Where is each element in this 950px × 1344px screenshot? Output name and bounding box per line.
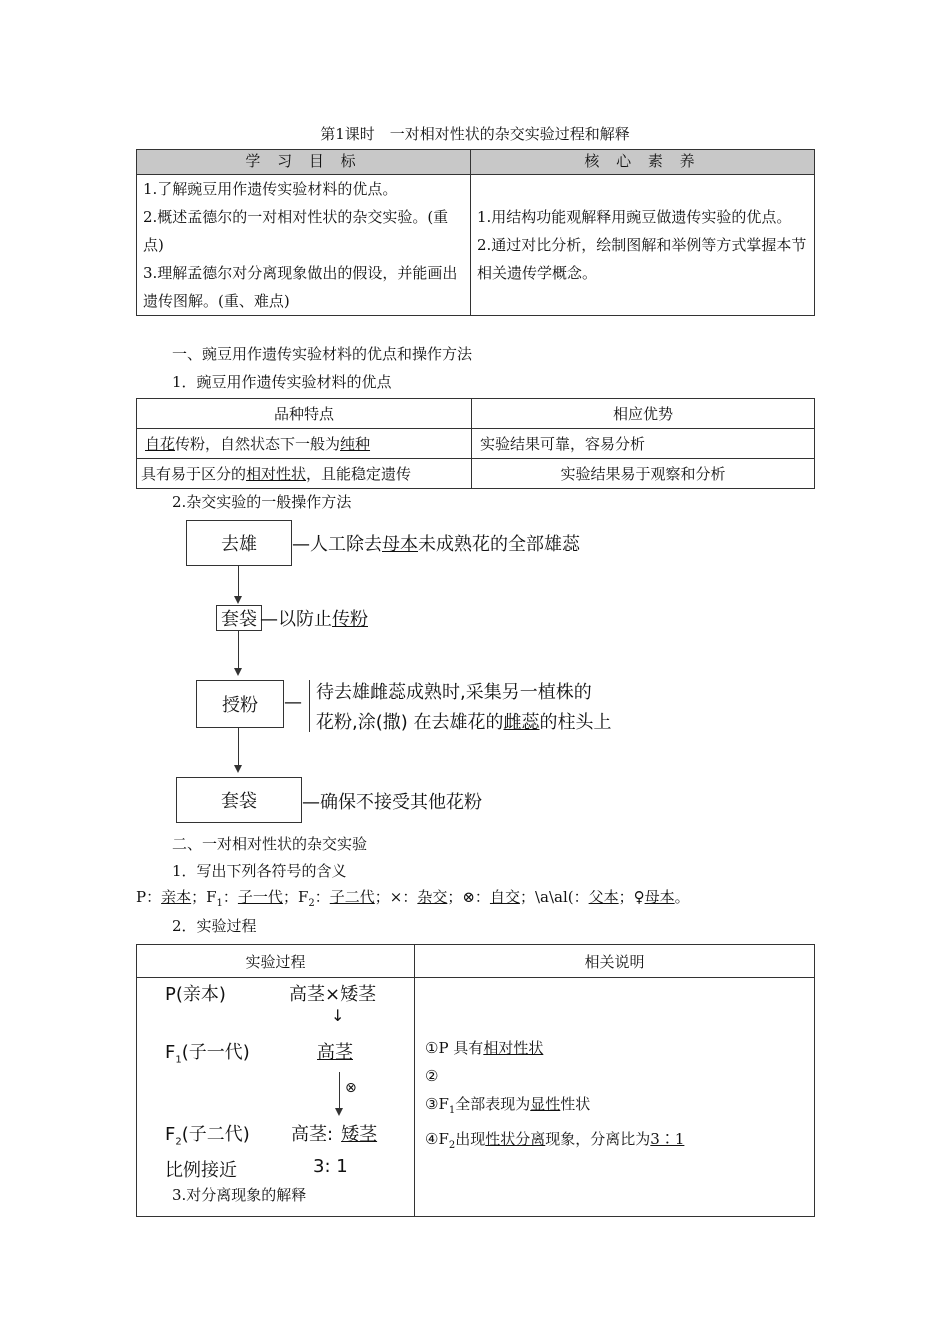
- advantage-cell: 实验结果可靠，容易分析: [472, 429, 815, 459]
- flow-step-pollinate: 授粉: [196, 680, 284, 728]
- page-title: 第1课时 一对相对性状的杂交实验过程和解释: [320, 125, 630, 143]
- arrow-down-icon: [234, 765, 242, 773]
- note-item: ②: [425, 1067, 439, 1085]
- flow-step-emasculate: 去雄: [186, 520, 292, 566]
- arrow-down-icon: [234, 596, 242, 604]
- goals-header: 学 习 目 标: [137, 150, 471, 175]
- note-item: ①P 具有相对性状: [425, 1039, 544, 1057]
- goal-item: 2.概述孟德尔的一对相对性状的杂交实验。(重点): [143, 208, 449, 254]
- flow-step2-desc: —以防止传粉: [260, 609, 368, 630]
- flow-line: [238, 727, 239, 767]
- trait-cell: [137, 459, 472, 489]
- text: ，且能稳定遗传: [306, 465, 412, 483]
- symbols-line: P：亲本；$F_1$：子一代；$F_2$：子二代；×：杂交；⊗：自交；\a\al(：父本；♀母本。: [136, 888, 690, 909]
- competency-header: 核 心 素 养: [471, 150, 815, 175]
- col-header-advantages: 相应优势: [472, 399, 815, 429]
- process-diagram-cell: [137, 978, 415, 1217]
- answer-blank: 自交: [489, 888, 520, 906]
- answer-blank: 子二代: [329, 888, 375, 906]
- answer-blank: 自花: [145, 435, 176, 453]
- competency-item: 2.通过对比分析，绘制图解和举例等方式掌握本节相关遗传学概念。: [477, 236, 807, 282]
- flow-line: [238, 630, 239, 670]
- col-header-traits: 品种特点: [137, 399, 472, 429]
- goals-cell: [137, 175, 471, 316]
- section1-heading: 一、豌豆用作遗传实验材料的优点和操作方法: [172, 345, 473, 363]
- text: 具有易于区分的: [141, 465, 247, 483]
- section2-sub2: 2．实验过程: [172, 917, 257, 935]
- competency-item: 1.用结构功能观解释用豌豆做遗传实验的优点。: [477, 208, 792, 226]
- flow-step3-dash: —: [284, 692, 302, 713]
- text: 传粉，自然状态下一般为: [175, 435, 341, 453]
- section2-heading: 二、一对相对性状的杂交实验: [172, 835, 368, 853]
- p-label: P(亲本): [165, 984, 226, 1005]
- flow-step-bag2: 套袋: [176, 777, 302, 823]
- learning-goals-table: [136, 149, 815, 316]
- section2-sub3: 3.对分离现象的解释: [172, 1186, 307, 1204]
- f1-label: $F_1$(子一代): [165, 1042, 250, 1066]
- answer-blank: 亲本: [161, 888, 192, 906]
- competency-cell: [471, 175, 815, 316]
- arrow-down-icon: [234, 668, 242, 676]
- arrow-line: [339, 1072, 340, 1110]
- arrow-down-icon: ↓: [331, 1006, 345, 1025]
- ratio-label: 比例接近: [165, 1160, 237, 1181]
- goal-item: 3.理解孟德尔对分离现象做出的假设，并能画出遗传图解。(重、难点): [143, 264, 458, 310]
- col-header-notes: 相关说明: [415, 945, 815, 978]
- section2-sub1: 1．写出下列各符号的含义: [172, 862, 347, 880]
- bracket-line: [309, 680, 310, 732]
- note-item: $③F_1$全部表现为显性性状: [425, 1095, 591, 1116]
- answer-blank: 纯种: [340, 435, 371, 453]
- section1-sub1: 1．豌豆用作遗传实验材料的优点: [172, 373, 392, 391]
- f2-value: 高茎: 矮茎: [291, 1124, 378, 1145]
- answer-blank: 杂交: [417, 888, 448, 906]
- pea-advantages-table: [136, 398, 815, 489]
- trait-cell: [137, 429, 472, 459]
- flow-step4-desc: —确保不接受其他花粉: [302, 792, 482, 813]
- p-cross: 高茎×矮茎: [289, 984, 377, 1005]
- answer-blank: 父本: [588, 888, 619, 906]
- flow-step3-desc1: 待去雄雌蕊成熟时,采集另一植株的: [316, 682, 592, 703]
- ratio-value: 3: 1: [313, 1156, 348, 1177]
- f2-label: $F_2$(子二代): [165, 1124, 250, 1148]
- arrow-down-icon: [335, 1108, 343, 1116]
- note-item: $④F_2$出现性状分离现象，分离比为3∶1: [425, 1130, 685, 1151]
- flow-line: [238, 565, 239, 598]
- answer-blank: 母本: [644, 888, 675, 906]
- section1-sub2: 2.杂交实验的一般操作方法: [172, 493, 352, 511]
- answer-blank: 相对性状: [246, 465, 307, 483]
- col-header-process: 实验过程: [137, 945, 415, 978]
- flow-step3-desc2: 花粉,涂(撒) 在去雄花的雌蕊的柱头上: [316, 712, 612, 733]
- advantage-cell: 实验结果易于观察和分析: [472, 459, 815, 489]
- goal-item: 1.了解豌豆用作遗传实验材料的优点。: [143, 180, 398, 198]
- flow-step-bag1: 套袋: [216, 605, 262, 631]
- f1-value: 高茎: [317, 1042, 353, 1063]
- answer-blank: 子一代: [237, 888, 283, 906]
- experiment-process-table: [136, 944, 815, 1217]
- process-notes-cell: [415, 978, 815, 1217]
- flow-step1-desc: —人工除去母本未成熟花的全部雄蕊: [292, 534, 580, 555]
- self-cross-icon: ⊗: [345, 1080, 357, 1096]
